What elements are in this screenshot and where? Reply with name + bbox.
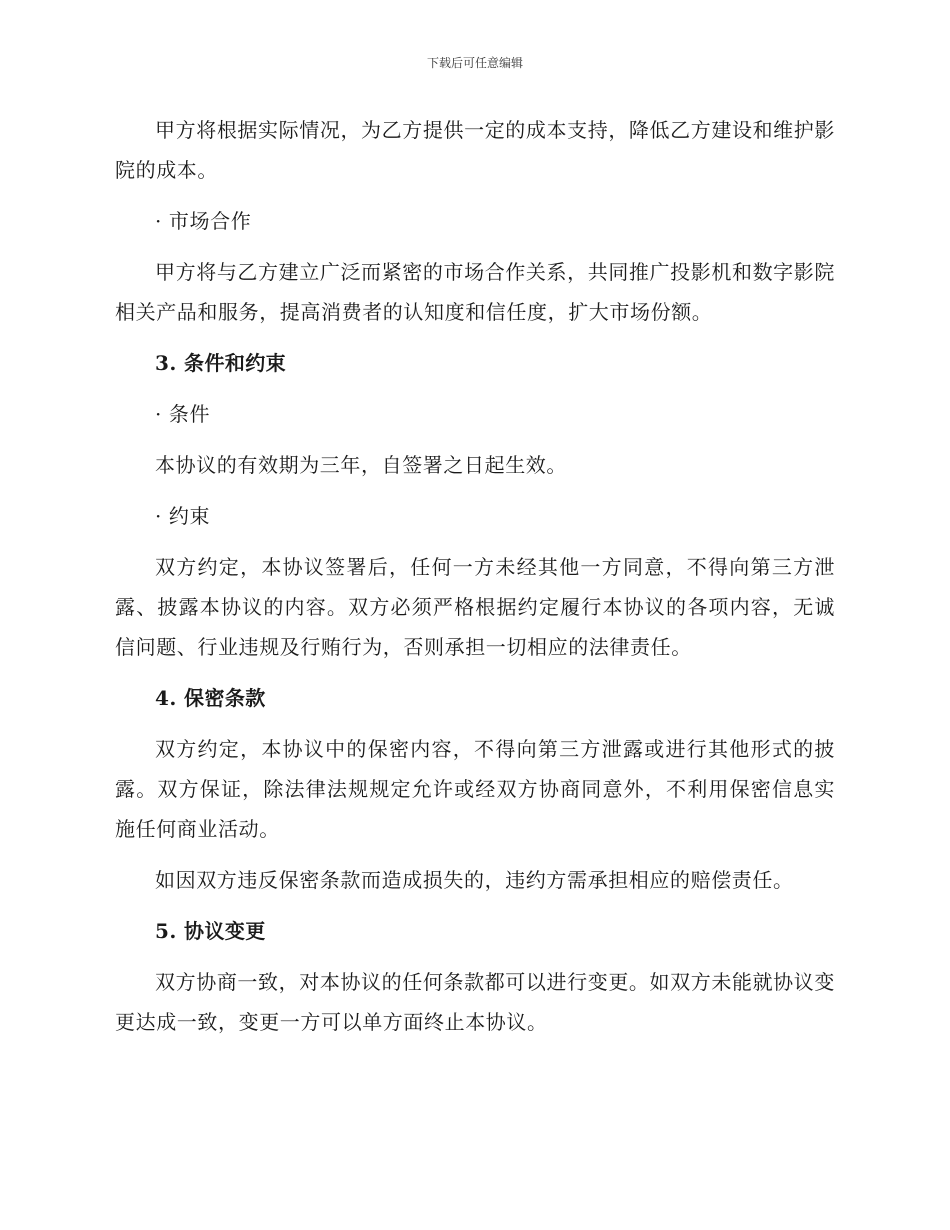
paragraph-cost-support: 甲方将根据实际情况，为乙方提供一定的成本支持，降低乙方建设和维护影院的成本。 [115, 118, 835, 182]
paragraph-constraints: 双方约定，本协议签署后，任何一方未经其他一方同意，不得向第三方泄露、披露本协议的内容。双方必须严格根据约定履行本协议的各项内容，无诚信问题、行业违规及行贿行为，否则承担一切相应的法律责任。 [115, 555, 835, 659]
paragraph-amendment: 双方协商一致，对本协议的任何条款都可以进行变更。如双方未能就协议变更达成一致，变更一方可以单方面终止本协议。 [115, 970, 835, 1034]
paragraph-liability: 如因双方违反保密条款而造成损失的，违约方需承担相应的赔偿责任。 [155, 868, 794, 892]
subheading-constraints: · 约束 [155, 504, 211, 528]
subheading-conditions: · 条件 [155, 402, 211, 426]
page-header: 下载后可任意编辑 [426, 56, 523, 70]
paragraph-confidentiality: 双方约定，本协议中的保密内容，不得向第三方泄露或进行其他形式的披露。双方保证，除法律法规规定允许或经双方协商同意外，不利用保密信息实施任何商业活动。 [115, 737, 835, 841]
section-heading-confidentiality: 4. 保密条款 [155, 686, 266, 710]
section-heading-amendment: 5. 协议变更 [155, 919, 266, 943]
subheading-market-cooperation: · 市场合作 [155, 209, 252, 233]
document-body [115, 110, 835, 1053]
paragraph-market-cooperation: 甲方将与乙方建立广泛而紧密的市场合作关系，共同推广投影机和数字影院相关产品和服务，提高消费者的认知度和信任度，扩大市场份额。 [115, 260, 835, 324]
section-heading-conditions: 3. 条件和约束 [155, 351, 287, 375]
paragraph-validity: 本协议的有效期为三年，自签署之日起生效。 [155, 453, 567, 477]
